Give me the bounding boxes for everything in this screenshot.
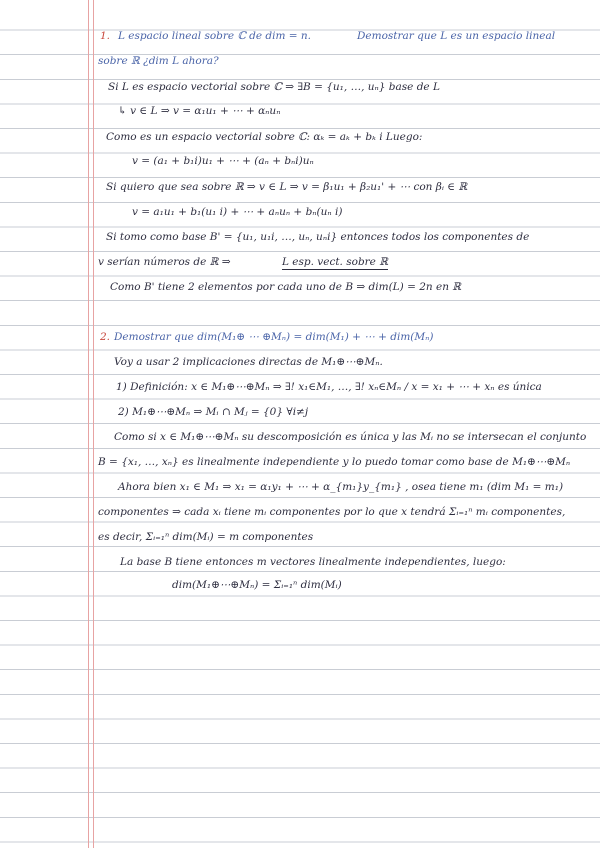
note-line-p2-l1: Voy a usar 2 implicaciones directas de M₁⊕⋯⊕Mₙ. (114, 356, 383, 368)
note-line-p2-l4: Como si x ∈ M₁⊕⋯⊕Mₙ su descomposición es única y las Mᵢ no se intersecan el conjunto (114, 431, 587, 443)
note-line-p2-l7: componentes ⇒ cada xᵢ tiene mᵢ componentes por lo que x tendrá Σᵢ₌₁ⁿ mᵢ componentes, (98, 506, 566, 518)
note-line-p2-num: 2. (100, 331, 111, 343)
note-line-p2-l9: La base B tiene entonces m vectores linealmente independientes, luego: (120, 556, 506, 568)
note-line-p2-l2: 1) Definición: x ∈ M₁⊕⋯⊕Mₙ ⇒ ∃! x₁∈M₁, …, ∃! xₙ∈Mₙ / x = x₁ + ⋯ + xₙ es única (116, 381, 542, 393)
margin-line-inner (93, 0, 94, 848)
note-line-p1-l1: Si L es espacio vectorial sobre ℂ ⇒ ∃B = {u₁, …, uₙ} base de L (108, 81, 440, 93)
note-line-p1-num: 1. (100, 30, 111, 42)
note-line-p1-l5: Si quiero que sea sobre ℝ ⇒ v ∈ L ⇒ v = β₁u₁ + β₂u₁' + ⋯ con βᵢ ∈ ℝ (106, 181, 468, 193)
note-line-p1-l4: v = (a₁ + b₁i)u₁ + ⋯ + (aₙ + bₙi)uₙ (132, 155, 314, 167)
note-line-p2-title: Demostrar que dim(M₁⊕ ⋯ ⊕Mₙ) = dim(M₁) + ⋯ + dim(Mₙ) (114, 331, 434, 343)
note-line-p1-l9: Como B' tiene 2 elementos por cada uno de B ⇒ dim(L) = 2n en ℝ (110, 281, 462, 293)
note-line-p1-l8a: v serían números de ℝ ⇒ (98, 256, 231, 268)
note-line-p1-title-c: sobre ℝ ¿dim L ahora? (98, 55, 219, 67)
note-line-p2-l5: B = {x₁, …, xₙ} es linealmente independiente y lo puedo tomar como base de M₁⊕⋯⊕Mₙ (98, 456, 571, 468)
note-line-p2-l8: es decir, Σᵢ₌₁ⁿ dim(Mᵢ) = m componentes (98, 531, 314, 543)
note-line-p1-title-b: Demostrar que L es un espacio lineal (357, 30, 556, 42)
note-line-p1-title-a: L espacio lineal sobre ℂ de dim = n. (118, 30, 312, 42)
margin-line-outer (88, 0, 89, 848)
note-line-p2-l10: dim(M₁⊕⋯⊕Mₙ) = Σᵢ₌₁ⁿ dim(Mᵢ) (172, 579, 342, 591)
note-line-p1-l8b: L esp. vect. sobre ℝ (282, 256, 388, 268)
note-line-p1-l2: ↳ v ∈ L ⇒ v = α₁u₁ + ⋯ + αₙuₙ (118, 105, 281, 117)
note-line-p1-l6: v = a₁u₁ + b₁(u₁ i) + ⋯ + aₙuₙ + bₙ(uₙ i) (132, 206, 343, 218)
note-line-p2-l3: 2) M₁⊕⋯⊕Mₙ ⇒ Mᵢ ∩ Mⱼ = {0} ∀i≠j (118, 406, 309, 418)
note-line-p1-l7: Si tomo como base B' = {u₁, u₁i, …, uₙ, uₙi} entonces todos los componentes de (106, 231, 530, 243)
note-line-p2-l6: Ahora bien x₁ ∈ M₁ ⇒ x₁ = α₁y₁ + ⋯ + α_{m₁}y_{m₁} , osea tiene m₁ (dim M₁ = m₁) (118, 481, 564, 493)
note-line-p1-l3: Como es un espacio vectorial sobre ℂ: αₖ = aₖ + bₖ i Luego: (106, 131, 423, 143)
